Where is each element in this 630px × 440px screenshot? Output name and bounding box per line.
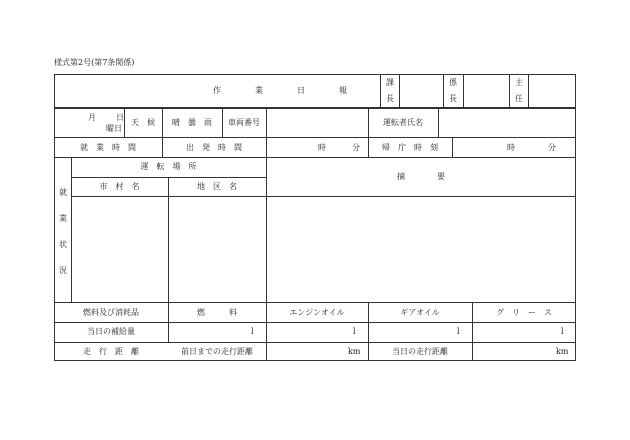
return-minute-unit: 分 bbox=[548, 143, 556, 152]
gear-oil-col-header: ギアオイル bbox=[400, 308, 440, 317]
return-hour-unit: 時 bbox=[507, 143, 515, 152]
driver-name-label: 運転者氏名 bbox=[383, 118, 423, 127]
kacho-stamp-box[interactable] bbox=[399, 74, 444, 108]
fuel-col-header: 燃 料 bbox=[197, 308, 237, 317]
summary-entry-area[interactable] bbox=[266, 196, 576, 302]
grease-supply-unit[interactable]: l bbox=[561, 327, 564, 336]
district-header: 地 区 名 bbox=[197, 182, 237, 191]
kacho-label: 課 長 bbox=[386, 78, 394, 103]
gear-oil-supply-unit[interactable]: l bbox=[457, 327, 460, 336]
district-entry-area[interactable] bbox=[168, 196, 266, 302]
distance-before-label: 前日までの走行距離 bbox=[181, 347, 253, 356]
distance-today-unit[interactable]: km bbox=[556, 347, 569, 356]
weather-options[interactable]: 晴 曇 雨 bbox=[172, 118, 212, 127]
work-status-side-label: 就 業 状 況 bbox=[59, 188, 67, 275]
kakaricho-stamp-box[interactable] bbox=[463, 74, 509, 108]
weather-label: 天 候 bbox=[131, 118, 155, 127]
driver-name-field[interactable] bbox=[438, 108, 576, 137]
shunin-stamp-box[interactable] bbox=[528, 74, 576, 108]
month-label: 月 bbox=[88, 113, 96, 122]
vehicle-number-field[interactable] bbox=[266, 108, 368, 137]
distance-label: 走 行 距 離 bbox=[83, 347, 139, 356]
supply-amount-label: 当日の補給量 bbox=[87, 327, 135, 336]
departure-minute-unit: 分 bbox=[352, 143, 360, 152]
weekday-label: 曜日 bbox=[106, 124, 122, 133]
distance-today-label: 当日の走行距離 bbox=[392, 347, 448, 356]
return-time-label: 帰 庁 時 刻 bbox=[382, 143, 438, 152]
engine-oil-col-header: エンジンオイル bbox=[289, 308, 345, 317]
driving-place-header: 運 転 場 所 bbox=[140, 162, 197, 171]
departure-time-label: 出 発 時 間 bbox=[186, 143, 242, 152]
vehicle-number-label: 車両番号 bbox=[228, 118, 260, 127]
city-header: 市 村 名 bbox=[99, 182, 140, 191]
engine-oil-supply-unit[interactable]: l bbox=[353, 327, 356, 336]
fuel-supply-unit[interactable]: l bbox=[251, 327, 254, 336]
departure-hour-unit: 時 bbox=[318, 143, 326, 152]
city-entry-area[interactable] bbox=[71, 196, 168, 302]
fuel-consumables-label: 燃料及び消耗品 bbox=[83, 308, 139, 317]
shunin-label: 主 任 bbox=[515, 78, 523, 103]
form-id: 様式第2号(第7条関係) bbox=[54, 58, 135, 67]
grease-col-header: グ リ ー ス bbox=[496, 308, 552, 317]
kakaricho-label: 係 長 bbox=[449, 78, 457, 103]
summary-header: 摘 要 bbox=[397, 172, 445, 181]
day-label: 日 bbox=[116, 113, 124, 122]
distance-before-unit[interactable]: km bbox=[348, 347, 361, 356]
work-hours-label: 就 業 時 間 bbox=[80, 143, 136, 152]
report-title: 作 業 日 報 bbox=[213, 86, 353, 95]
